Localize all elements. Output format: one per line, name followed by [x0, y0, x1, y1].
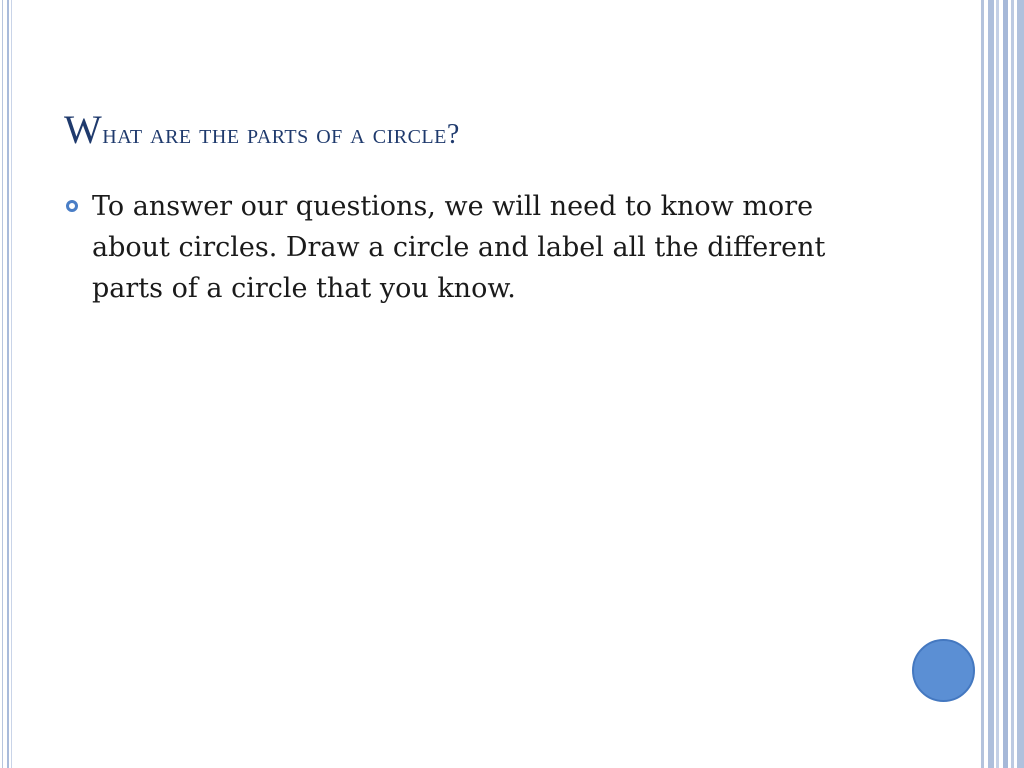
- bullet-item: [62, 186, 892, 309]
- left-border-line: [2, 0, 3, 768]
- right-border-stripe: [988, 0, 994, 768]
- hollow-circle-bullet-icon: [66, 200, 78, 212]
- left-border-line: [7, 0, 9, 768]
- bullet-text: To answer our questions, we will need to know more about circles. Draw a circle and label all the different parts of a circle that you know.: [92, 191, 826, 304]
- right-border-stripe: [981, 0, 984, 768]
- right-border-stripe: [1003, 0, 1008, 768]
- slide-title: [64, 106, 460, 153]
- bullet-list: [62, 186, 892, 309]
- slide-title-rest: hat are the parts of a circle?: [102, 119, 460, 150]
- left-border-line: [11, 0, 12, 768]
- right-border-stripe: [1011, 0, 1014, 768]
- right-border-stripe: [996, 0, 999, 768]
- right-border-stripe: [1017, 0, 1024, 768]
- filled-circle-decoration-icon: [912, 639, 975, 702]
- slide-title-initial: W: [64, 107, 103, 152]
